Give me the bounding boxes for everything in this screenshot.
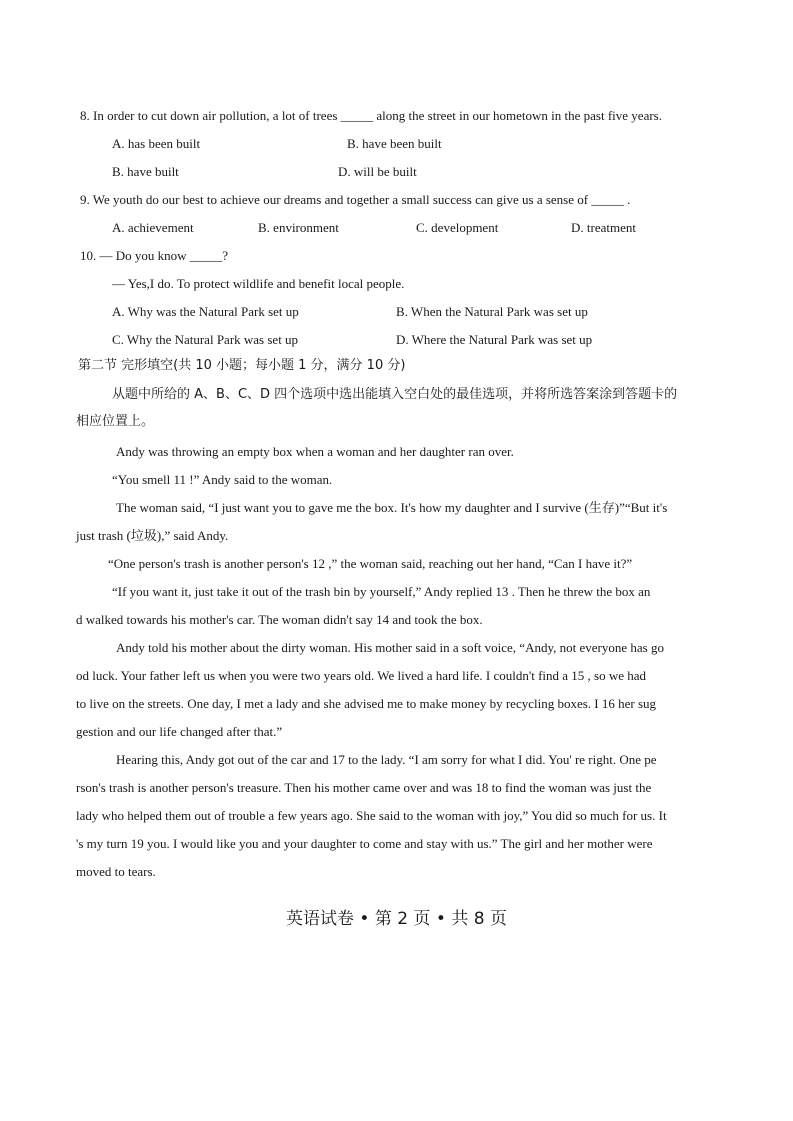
question-10-option-b: B. When the Natural Park was set up bbox=[396, 304, 588, 319]
passage-line: just trash (垃圾),” said Andy. bbox=[76, 528, 229, 543]
passage-line: gestion and our life changed after that.” bbox=[76, 724, 283, 739]
section-instruction: 从题中所给的 A、B、C、D 四个选项中选出能填入空白处的最佳选项，并将所选答案涂到答题卡的 bbox=[112, 387, 678, 402]
passage-line: The woman said, “I just want you to gave me the box. It's how my daughter and I survive (生存)”“But it's bbox=[116, 500, 668, 515]
passage-line: Hearing this, Andy got out of the car and 17 to the lady. “I am sorry for what I did. You' re right. One pe bbox=[116, 752, 657, 767]
passage-line: “One person's trash is another person's 12 ,” the woman said, reaching out her hand, “Can I have it?” bbox=[108, 556, 633, 571]
page-footer: 英语试卷 • 第 2 页 • 共 8 页 bbox=[286, 909, 507, 929]
passage-line: Andy told his mother about the dirty woman. His mother said in a soft voice, “Andy, not everyone has go bbox=[116, 640, 664, 655]
question-10-option-a: A. Why was the Natural Park set up bbox=[112, 304, 299, 319]
question-9-stem: 9. We youth do our best to achieve our dreams and together a small success can give us a sense of _____ . bbox=[80, 192, 631, 207]
question-9-option-a: A. achievement bbox=[112, 220, 194, 235]
question-9-option-d: D. treatment bbox=[571, 220, 636, 235]
question-8-option-b: B. have been built bbox=[347, 136, 442, 151]
question-10-stem: 10. — Do you know _____? bbox=[80, 248, 229, 263]
section-instruction-continued: 相应位置上。 bbox=[76, 414, 155, 429]
question-10-answer: — Yes,I do. To protect wildlife and benefit local people. bbox=[112, 276, 405, 291]
question-8-option-c: B. have built bbox=[112, 164, 179, 179]
passage-line: 's my turn 19 you. I would like you and your daughter to come and stay with us.” The girl and her mother were bbox=[76, 836, 653, 851]
passage-line: lady who helped them out of trouble a few years ago. She said to the woman with joy,” You did so much for us. It bbox=[76, 808, 667, 823]
passage-line: d walked towards his mother's car. The woman didn't say 14 and took the box. bbox=[76, 612, 483, 627]
passage-line: moved to tears. bbox=[76, 864, 156, 879]
question-9-option-c: C. development bbox=[416, 220, 499, 235]
passage-line: “If you want it, just take it out of the trash bin by yourself,” Andy replied 13 . Then he threw the box an bbox=[112, 584, 651, 599]
passage-line: rson's trash is another person's treasure. Then his mother came over and was 18 to find the woman was just the bbox=[76, 780, 652, 795]
question-8-option-a: A. has been built bbox=[112, 136, 201, 151]
passage-line: “You smell 11 !” Andy said to the woman. bbox=[112, 472, 333, 487]
question-10-option-d: D. Where the Natural Park was set up bbox=[396, 332, 593, 347]
passage-line: od luck. Your father left us when you were two years old. We lived a hard life. I couldn't find a 15 , so we had bbox=[76, 668, 647, 683]
question-10-option-c: C. Why the Natural Park was set up bbox=[112, 332, 299, 347]
passage-line: to live on the streets. One day, I met a lady and she advised me to make money by recycling boxes. I 16 her sug bbox=[76, 696, 657, 711]
question-9-option-b: B. environment bbox=[258, 220, 339, 235]
question-8-stem: 8. In order to cut down air pollution, a lot of trees _____ along the street in our hometown in the past five years. bbox=[80, 108, 662, 123]
section-heading: 第二节 完形填空(共 10 小题；每小题 1 分，满分 10 分) bbox=[78, 358, 406, 373]
passage-line: Andy was throwing an empty box when a woman and her daughter ran over. bbox=[116, 444, 514, 459]
question-8-option-d: D. will be built bbox=[338, 164, 417, 179]
